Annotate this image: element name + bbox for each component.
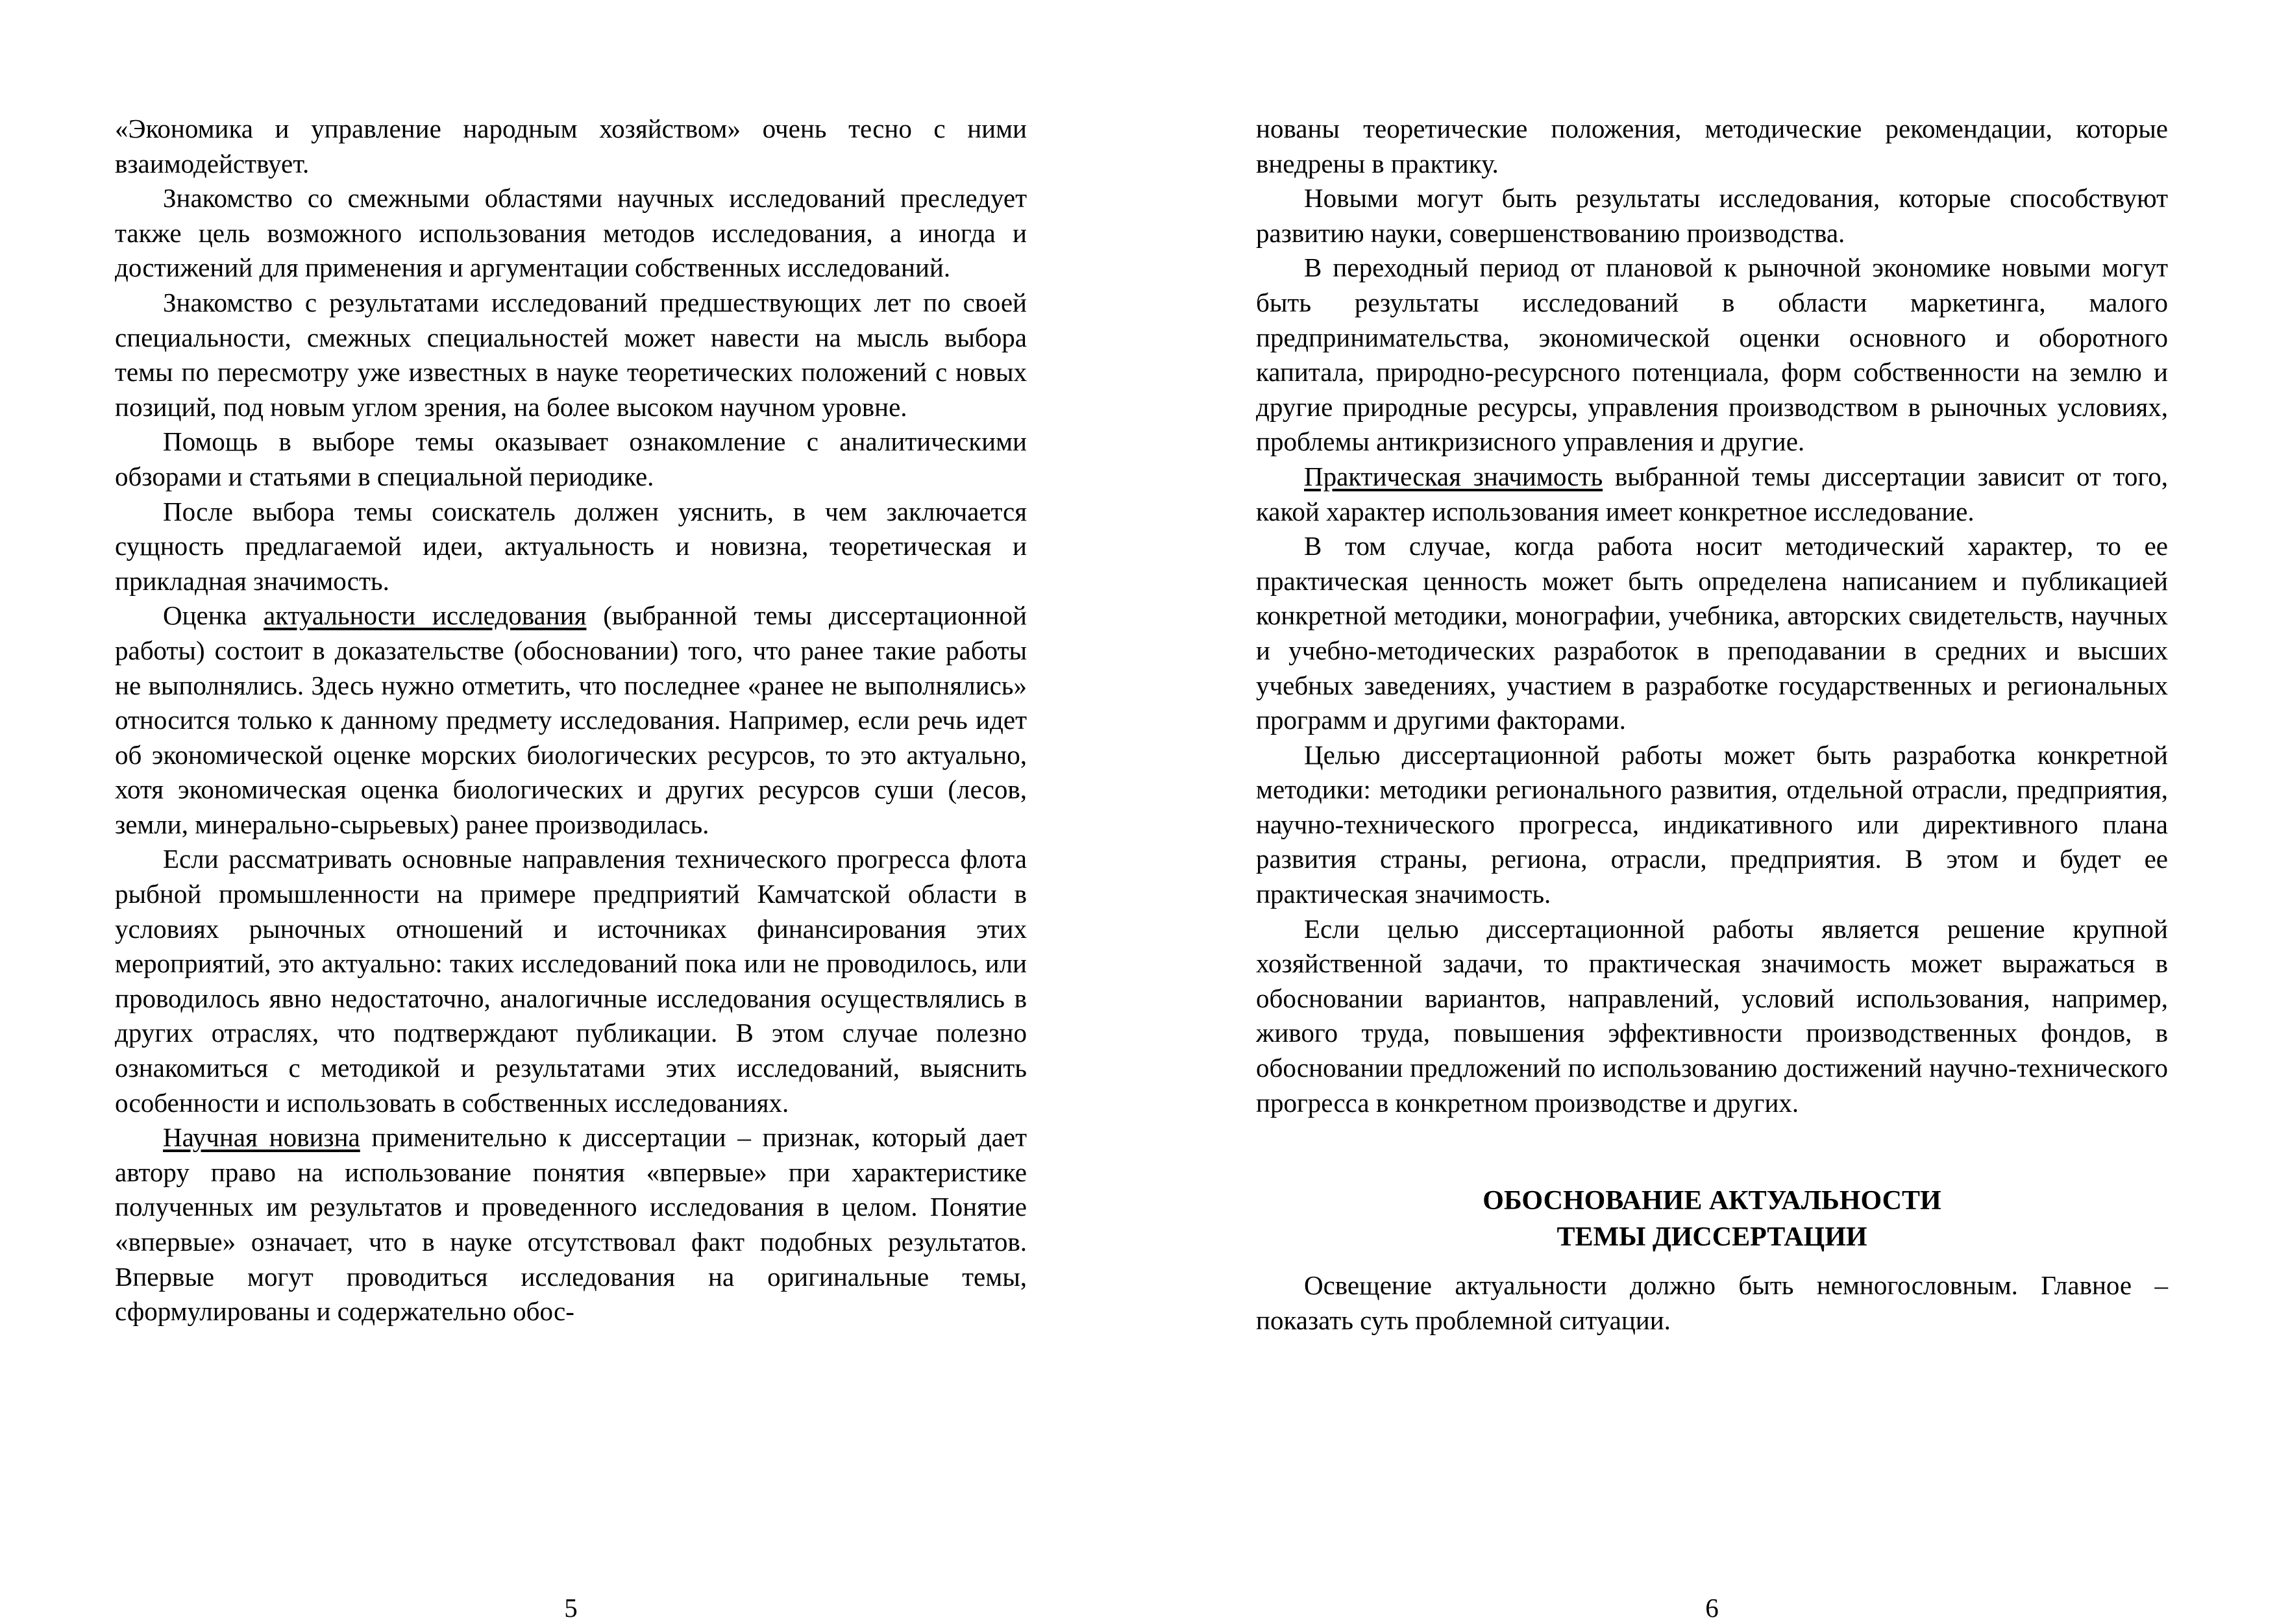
paragraph-lead: Оценка	[163, 600, 264, 631]
paragraph-rest: применительно к диссертации – признак, который дает автору право на использование понятия «впервые» при характеристике полученных им результатов и проведенного исследования в целом. Понятие «впервые» означает, что в науке отсутствовал факт подобных результатов. Впервые могут проводиться исследования на оригинальные темы, сформулированы и содержательно обос-	[115, 1122, 1027, 1327]
paragraph-practical	[1256, 460, 2168, 529]
paragraph-rest: (выбранной темы диссертационной работы) состоит в доказательстве (обосновании) того, что ранее такие работы не выполнялись. Здесь нужно отметить, что последнее «ранее не выполнялись» относится только к данному предмету исследования. Например, если речь идет об экономической оценке морских биологических ресурсов, то это актуально, хотя экономическая оценка биологических и других ресурсов суши (лесов, земли, минерально-сырьевых) ранее производилась.	[115, 600, 1028, 839]
paragraph: Освещение актуальности должно быть немногословным. Главное – показать суть проблемной ситуации.	[1256, 1270, 2168, 1335]
paragraph: В переходный период от плановой к рыночной экономике новыми могут быть результаты исследований в области маркетинга, малого предпринимательства, экономической оценки основного и оборотного капитала, природно-ресурсного потенциала, форм собственности на землю и другие природные ресурсы, управления производством в рыночных условиях, проблемы антикризисного управления и другие.	[1256, 252, 2168, 457]
right-page	[1256, 112, 2168, 1623]
paragraph-novelty	[115, 1120, 1027, 1329]
section-heading-line: ОБОСНОВАНИЕ АКТУАЛЬНОСТИ	[1483, 1186, 1941, 1216]
section-heading	[1256, 1183, 2168, 1255]
left-page-text	[115, 112, 1027, 1329]
section-heading-line: ТЕМЫ ДИССЕРТАЦИИ	[1557, 1222, 1867, 1253]
paragraph: «Экономика и управление народным хозяйством» очень тесно с ними взаимодействует.	[115, 114, 1027, 178]
paragraph: Знакомство с результатами исследований предшествующих лет по своей специальности, смежных специальностей может навести на мысль выбора темы по пересмотру уже известных в науке теоретических положений с новых позиций, под новым углом зрения, на более высоком научном уровне.	[115, 287, 1027, 422]
paragraph: После выбора темы соискатель должен уяснить, в чем заключается сущность предлагаемой идеи, актуальность и новизна, теоретическая и прикладная значимость.	[115, 496, 1027, 596]
left-page	[115, 112, 1028, 1623]
paragraph: Знакомство со смежными областями научных исследований преследует также цель возможного использования методов исследования, а иногда и достижений для применения и аргументации собственных исследований.	[115, 183, 1027, 283]
paragraph: нованы теоретические положения, методические рекомендации, которые внедрены в практику.	[1256, 114, 2168, 178]
page-number: 5	[564, 1593, 578, 1623]
paragraph: Если целью диссертационной работы является решение крупной хозяйственной задачи, то практическая значимость может выражаться в обосновании вариантов, направлений, условий использования, например, живого труда, повышения эффективности производственных фондов, в обосновании предложений по использованию достижений научно-технического прогресса в конкретном производстве и других.	[1256, 913, 2168, 1118]
page-number: 6	[1705, 1593, 1719, 1623]
term-scientific-novelty: Научная новизна	[163, 1122, 360, 1153]
term-practical-significance: Практическая значимость	[1304, 461, 1603, 491]
paragraph: Новыми могут быть результаты исследования, которые способствуют развитию науки, совершенствованию производства.	[1256, 183, 2168, 248]
paragraph-rest: выбранной темы диссертации зависит от того, какой характер использования имеет конкретное исследование.	[1256, 461, 2168, 526]
right-page-text	[1256, 112, 2168, 1338]
paragraph: Целью диссертационной работы может быть разработка конкретной методики: методики регионального развития, отдельной отрасли, предприятия, научно-технического прогресса, индикативного или директивного плана развития страны, региона, отрасли, предприятия. В этом и будет ее практическая значимость.	[1256, 739, 2168, 909]
paragraph: Помощь в выборе темы оказывает ознакомление с аналитическими обзорами и статьями в специальной периодике.	[115, 426, 1027, 491]
paragraph: Если рассматривать основные направления технического прогресса флота рыбной промышленности на примере предприятий Камчатской области в условиях рыночных отношений и источниках финансирования этих мероприятий, это актуально: таких исследований пока или не проводилось, или проводилось явно недостаточно, аналогичные исследования осуществлялись в других отраслях, что подтверждают публикации. В этом случае полезно ознакомиться с методикой и результатами этих исследований, выяснить особенности и использовать в собственных исследованиях.	[115, 844, 1027, 1118]
paragraph-relevance	[115, 598, 1027, 842]
paragraph: В том случае, когда работа носит методический характер, то ее практическая ценность может быть определена написанием и публикацией конкретной методики, монографии, учебника, авторских свидетельств, научных и учебно-методических разработок в преподавании в средних и высших учебных заведениях, участием в разработке государственных и региональных программ и другими факторами.	[1256, 531, 2168, 735]
term-relevance: актуальности исследования	[263, 600, 587, 631]
